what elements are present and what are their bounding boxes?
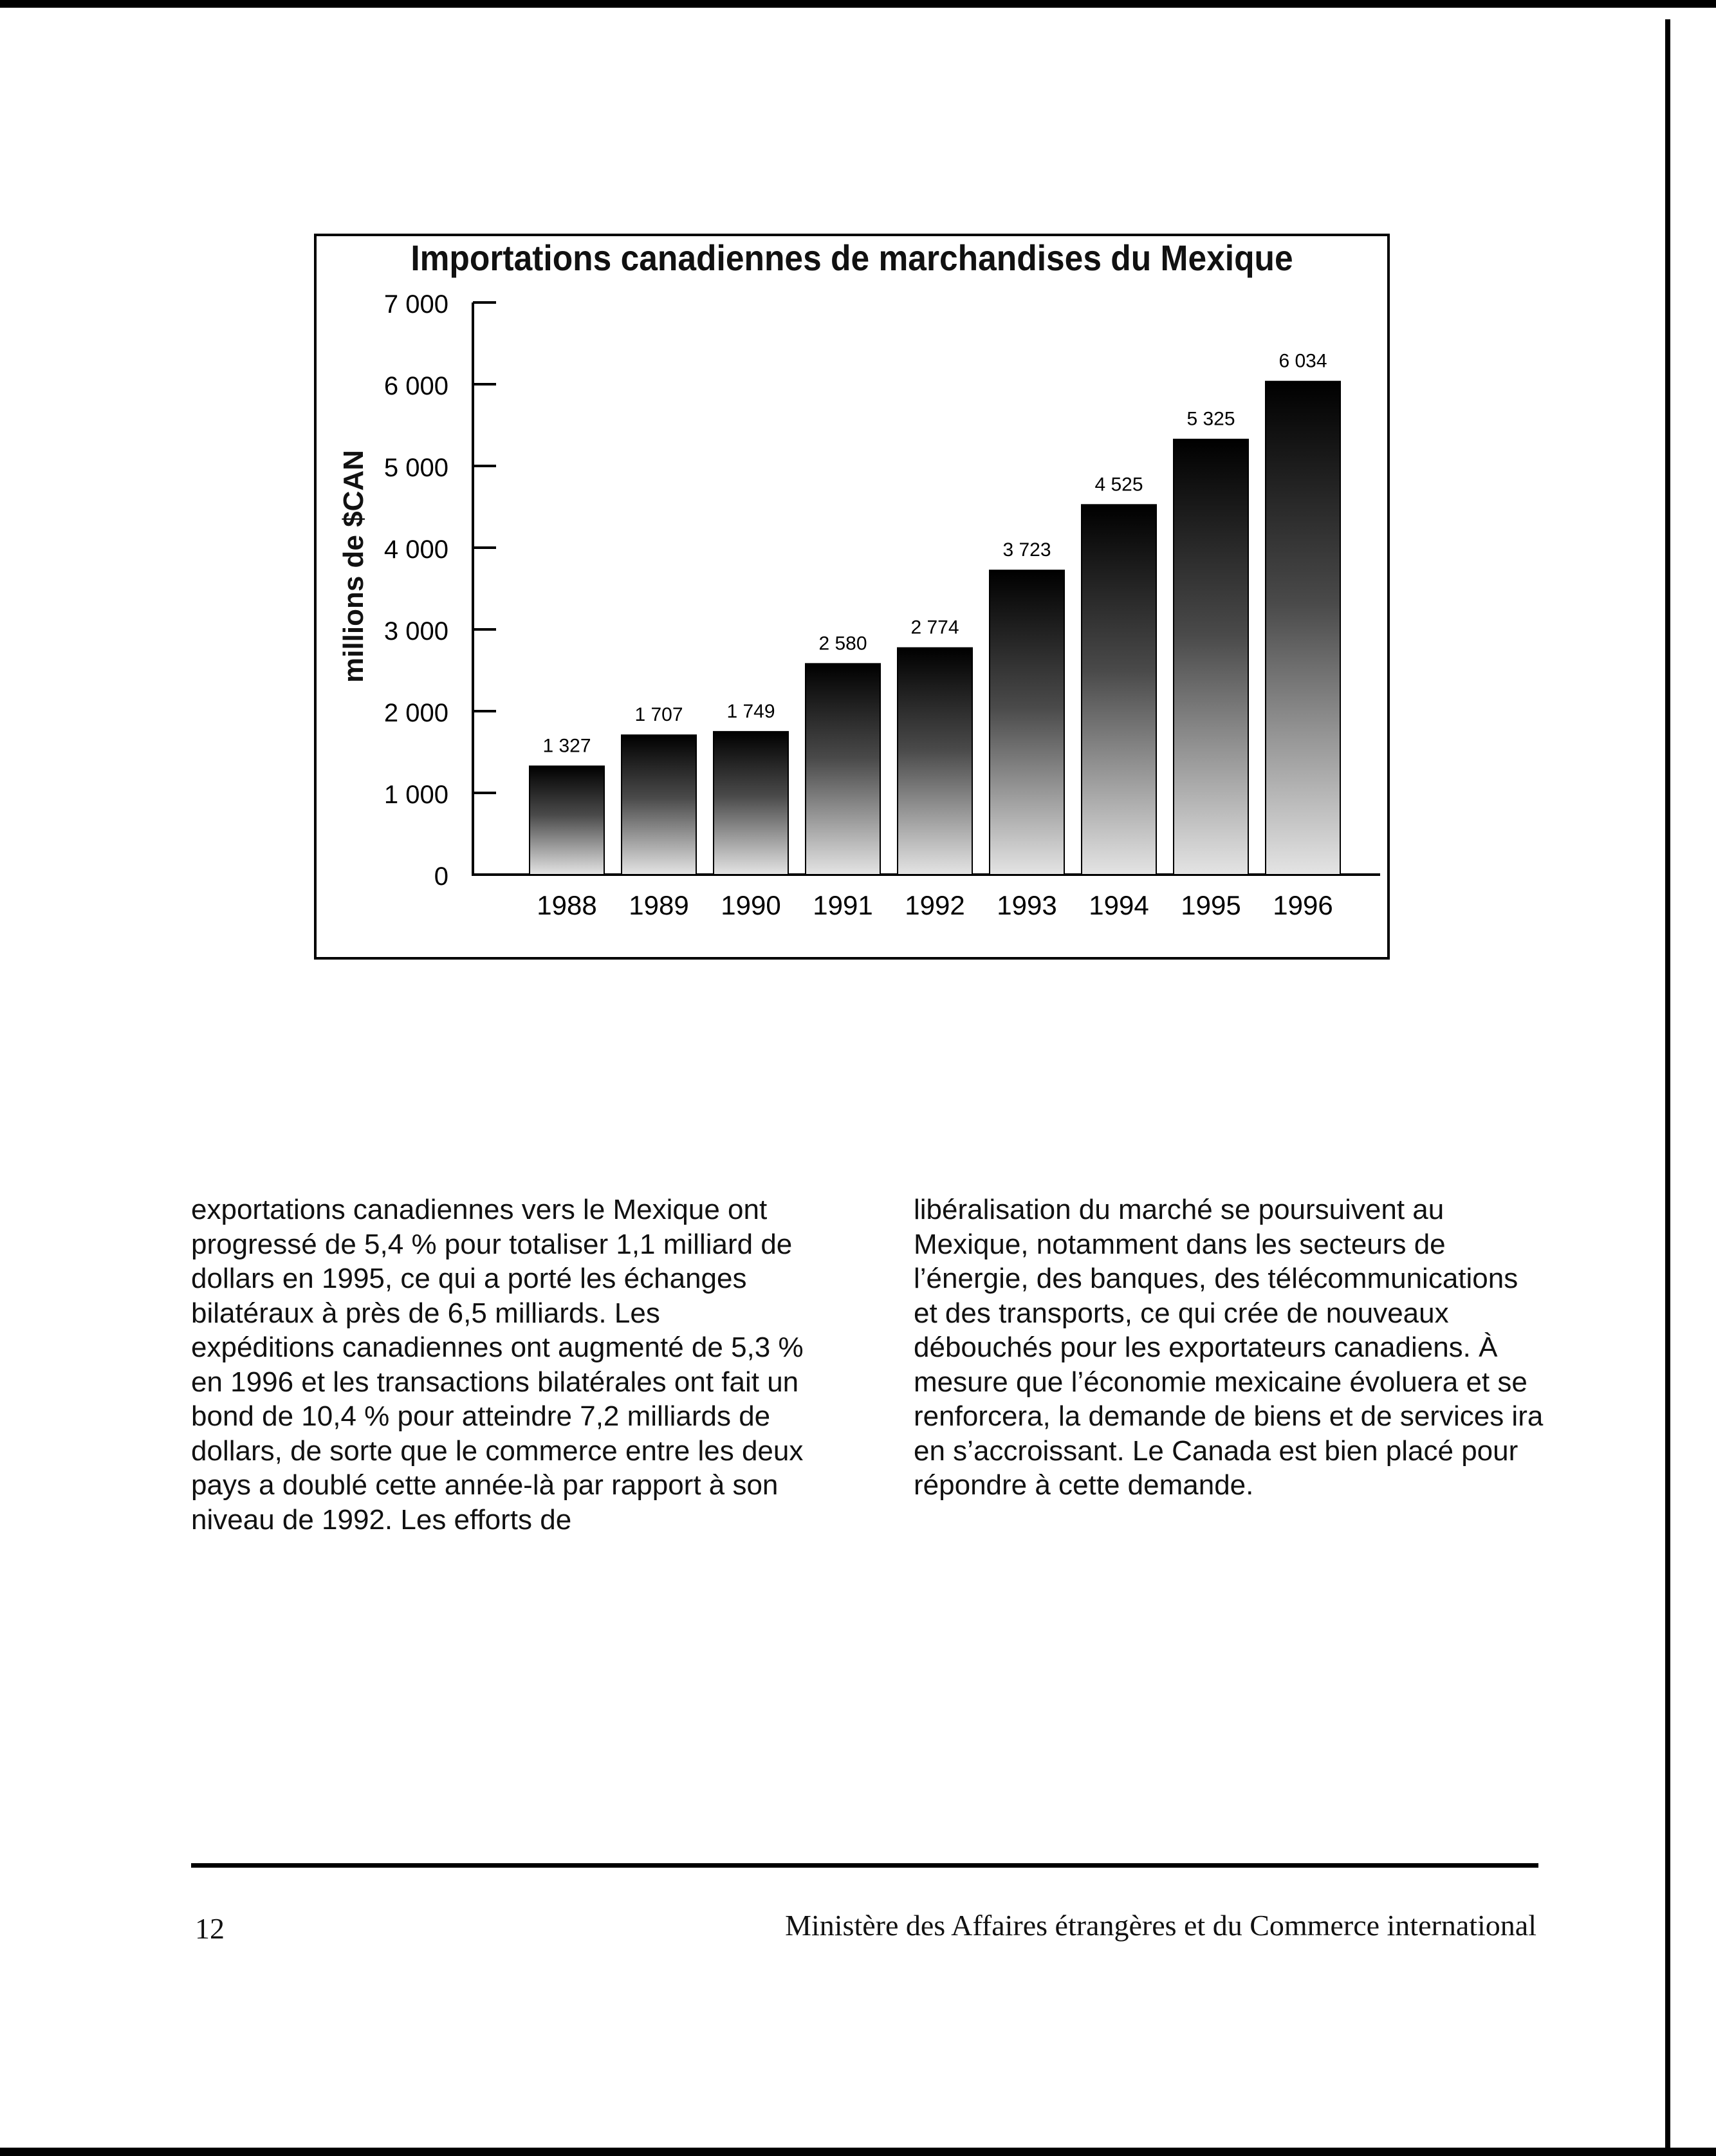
- body-column-right: [914, 1193, 1544, 1503]
- bar-value-label: 2 580: [818, 633, 867, 655]
- bar-value-label: 1 327: [542, 735, 591, 757]
- bar-1988: [530, 766, 604, 875]
- x-tick-label: 1992: [905, 890, 965, 920]
- x-tick-label: 1994: [1089, 890, 1149, 920]
- bar-value-label: 1 749: [726, 700, 775, 722]
- bar-1995: [1174, 440, 1248, 875]
- x-tick-label: 1993: [997, 890, 1057, 920]
- y-tick-label: 6 000: [383, 372, 448, 400]
- y-tick-label: 1 000: [383, 781, 448, 809]
- bar-1989: [622, 735, 696, 875]
- footer-publisher: Ministère des Affaires étrangères et du Commerce international: [785, 1909, 1536, 1942]
- x-tick-label: 1991: [813, 890, 873, 920]
- bar-1992: [898, 648, 972, 875]
- y-axis-label: millions de $CAN: [338, 450, 369, 683]
- bar-value-label: 6 034: [1278, 350, 1327, 372]
- x-tick-label: 1996: [1273, 890, 1333, 920]
- y-tick-label: 2 000: [383, 699, 448, 727]
- y-tick-label: 0: [434, 862, 448, 891]
- y-tick-label: 7 000: [383, 290, 448, 319]
- y-tick-label: 3 000: [383, 617, 448, 646]
- footer-rule: [191, 1863, 1538, 1868]
- bar-value-label: 2 774: [910, 617, 959, 638]
- bar-1990: [714, 732, 788, 875]
- bar-1991: [806, 664, 880, 875]
- x-tick-label: 1989: [629, 890, 689, 920]
- x-tick-label: 1990: [721, 890, 781, 920]
- chart-title: Importations canadiennes de marchandises du Mexique: [411, 237, 1293, 278]
- y-tick-label: 5 000: [383, 454, 448, 482]
- body-paragraph-left: exportations canadiennes vers le Mexique ont progressé de 5,4 % pour totaliser 1,1 milliard de dollars en 1995, ce qui a porté les échanges bilatéraux à près de 6,5 milliards. Les expéditions canadiennes ont augmenté de 5,3 % en 1996 et les transactions bilatérales ont fait un bond de 10,4 % pour atteindre 7,2 milliards de dollars, de sorte que le commerce entre les deux pays a doublé cette année-là par rapport à son niveau de 1992. Les efforts de: [191, 1194, 804, 1536]
- bar-value-label: 5 325: [1186, 408, 1235, 430]
- bar-1993: [990, 570, 1064, 875]
- y-axis-label-wrap: [296, 450, 412, 683]
- bar-1994: [1082, 505, 1156, 875]
- bar-1996: [1266, 382, 1340, 875]
- x-tick-label: 1988: [537, 890, 597, 920]
- x-tick-label: 1995: [1181, 890, 1241, 920]
- page-number: 12: [195, 1912, 225, 1945]
- body-column-left: [191, 1193, 809, 1537]
- bar-value-label: 3 723: [1002, 539, 1051, 561]
- body-paragraph-right: libéralisation du marché se poursuivent au Mexique, notamment dans les secteurs de l’énergie, des banques, des télécommunications et des transports, ce qui crée de nouveaux débouchés pour les exportateurs canadiens. À mesure que l’économie mexicaine évoluera et se renforcera, la demande de biens et de services ira en s’accroissant. Le Canada est bien placé pour répondre à cette demande.: [914, 1194, 1544, 1501]
- bar-value-label: 4 525: [1094, 474, 1143, 496]
- bar-value-label: 1 707: [634, 704, 683, 726]
- y-tick-label: 4 000: [383, 535, 448, 564]
